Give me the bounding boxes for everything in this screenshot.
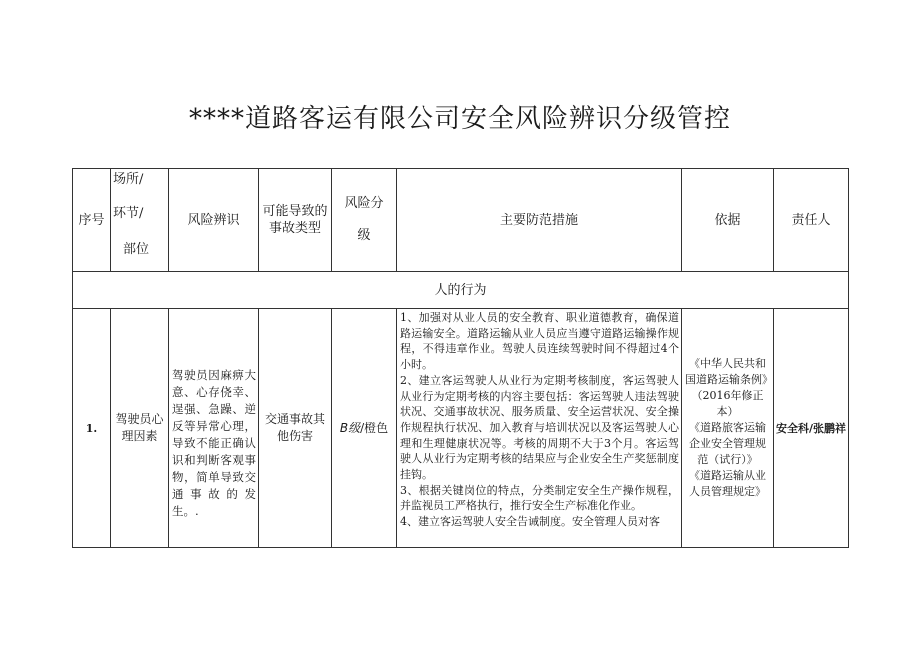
header-owner: 责任人 [773, 168, 849, 272]
row-measures [396, 308, 682, 548]
risk-level-grade: B级 [339, 420, 361, 435]
header-place [110, 168, 169, 272]
header-risk-identify: 风险辨识 [168, 168, 259, 272]
header-place-line-2: 环节/ [113, 206, 144, 221]
header-risk-level [331, 168, 397, 272]
row-place: 驾驶员心理因素 [110, 308, 169, 548]
row-owner: 安全科/张鹏祥 [773, 308, 849, 548]
row-accident-type: 交通事故其他伤害 [258, 308, 332, 548]
row-risk-level [331, 308, 397, 548]
basis-item: （2016年修正本） [691, 389, 764, 418]
basis-item: 《道路运输从业人员管理规定》 [689, 469, 766, 498]
header-risk-level-line-1: 风险分 [344, 196, 384, 211]
measure-item: 2、建立客运驾驶人从业行为定期考核制度，客运驾驶人从业行为定期考核的内容主要包括：客运驾驶人违法驾驶状况、交通事故状况、服务质量、安全运营状况、安全操作规程执行状况、加入教育与培训状况以及客运驾驶人心理和生理健康状况等。考核的周期不大于3个月。客运驾驶人从业行为定期考核的结果应与企业安全生产奖惩制度挂钩。 [400, 373, 679, 482]
page-title: ****道路客运有限公司安全风险辨识分级管控 [188, 104, 731, 134]
row-basis [681, 308, 774, 548]
header-accident-type [258, 168, 332, 272]
measure-item: 1、加强对从业人员的安全教育、职业道德教育，确保道路运输安全。道路运输从业人员应当遵守道路运输操作规程，不得违章作业。驾驶人员连续驾驶时间不得超过4个小时。 [400, 311, 679, 372]
row-no: 1. [72, 308, 111, 548]
section-human-behavior: 人的行为 [72, 271, 849, 309]
row-risk-identify: 驾驶员因麻痹大意、心存侥幸、逞强、急躁、逆反等异常心理，导致不能正确认识和判断客观事物，简单导致交通事故的发生。. [168, 308, 259, 548]
risk-control-table [72, 168, 849, 548]
measure-item: 4、建立客运驾驶人安全告诫制度。安全管理人员对客 [400, 515, 660, 529]
header-place-line-1: 场所/ [113, 172, 144, 187]
header-accident-type-line-2: 事故类型 [268, 221, 321, 236]
header-risk-level-line-2: 级 [357, 228, 371, 243]
header-place-line-3: 部位 [123, 242, 150, 257]
header-measures: 主要防范措施 [396, 168, 682, 272]
header-basis: 依据 [681, 168, 774, 272]
basis-item: 《中华人民共和国道路运输条例》 [685, 357, 773, 386]
header-no: 序号 [72, 168, 111, 272]
risk-level-color: /橙色 [360, 420, 389, 435]
header-accident-type-line-1: 可能导致的 [262, 204, 328, 219]
basis-item: 《道路旅客运输企业安全管理规范（试行）》 [689, 421, 766, 466]
measure-item: 3、根据关键岗位的特点，分类制定安全生产操作规程，并监视员工严格执行，推行安全生产标准化作业。 [400, 483, 679, 513]
